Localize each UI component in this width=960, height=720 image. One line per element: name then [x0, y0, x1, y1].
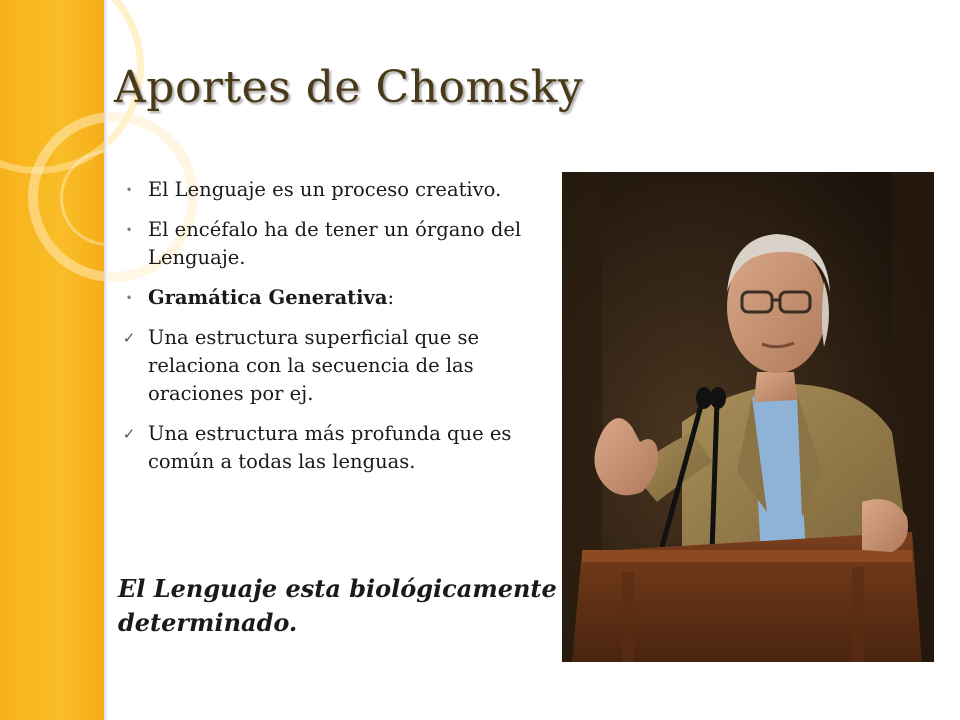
- bullet-dot-icon: •: [125, 291, 133, 305]
- checkmark-icon: ✓: [122, 329, 136, 347]
- speaker-at-podium-photo: [562, 172, 934, 662]
- bullet-bold-text: Gramática Generativa: [148, 286, 388, 309]
- list-item: [118, 216, 558, 272]
- list-item: [118, 324, 558, 408]
- bullet-text: Una estructura superficial que se relaciona con la secuencia de las oraciones por ej.: [148, 326, 480, 405]
- checkmark-icon: ✓: [122, 425, 136, 443]
- list-item: [118, 284, 558, 312]
- bullet-dot-icon: •: [125, 223, 133, 237]
- bullet-suffix: :: [387, 286, 395, 309]
- decorative-band: [0, 0, 104, 720]
- bullet-dot-icon: •: [125, 183, 133, 197]
- conclusion-text: El Lenguaje esta biológicamente determinado.: [118, 574, 557, 637]
- list-item: [118, 176, 558, 204]
- band-divider: [104, 0, 108, 720]
- bullet-list: [118, 176, 558, 488]
- bullet-text: El encéfalo ha de tener un órgano del Lenguaje.: [148, 218, 522, 269]
- slide-title: Aportes de Chomsky: [114, 62, 584, 113]
- bullet-text: Una estructura más profunda que es común a todas las lenguas.: [148, 422, 512, 473]
- bullet-text: El Lenguaje es un proceso creativo.: [148, 178, 502, 201]
- list-item: [118, 420, 558, 476]
- photo-illustration-icon: [562, 172, 934, 662]
